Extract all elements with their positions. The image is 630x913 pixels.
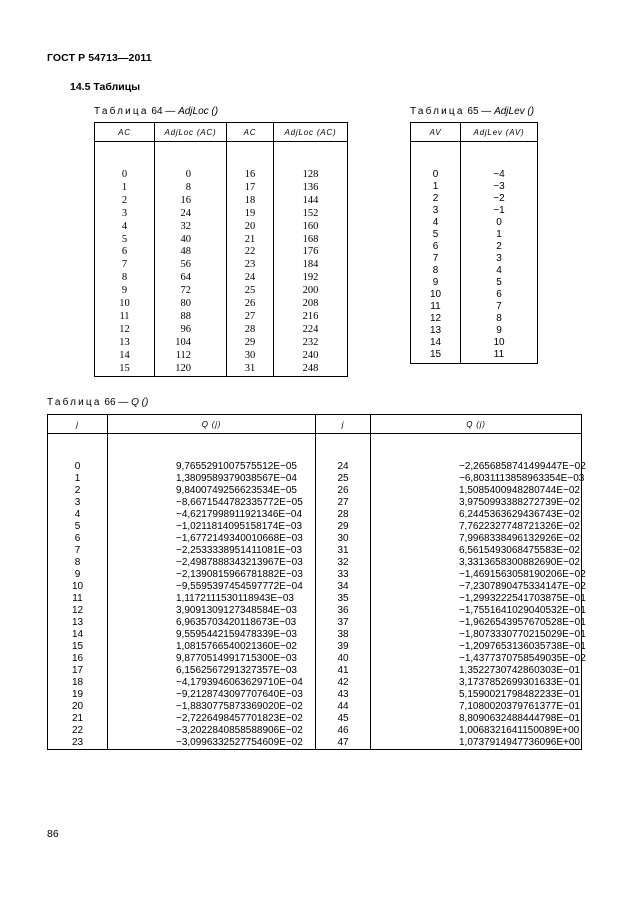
- table66-col-q: [108, 434, 316, 750]
- table66-col-j-2: [316, 434, 371, 750]
- table-cell: 9,7655291007575512E−05: [176, 461, 297, 472]
- table-cell: 26: [337, 485, 349, 496]
- table65-header-adjlev: AdjLev (AV): [461, 123, 538, 142]
- page-number: 86: [47, 828, 59, 840]
- table64-col-ac-2: [227, 142, 274, 377]
- table-cell: 36: [337, 605, 349, 616]
- table-cell: −4,1793946063629710E−04: [176, 677, 303, 688]
- table-cell: 10: [429, 289, 442, 300]
- table-cell: 3: [74, 497, 81, 508]
- table-cell: 24: [244, 272, 256, 284]
- table-cell: −9,2128743097707640E−03: [176, 689, 303, 700]
- table-cell: 4: [121, 220, 128, 232]
- table-cell: 37: [337, 617, 349, 628]
- table65-caption-word: Таблица: [410, 106, 465, 117]
- table-cell: 5: [432, 229, 439, 240]
- table-cell: 0: [185, 169, 191, 180]
- table64-header-adjloc-2: AdjLoc (AC): [274, 123, 348, 142]
- table64-header-ac-2: AC: [227, 123, 274, 142]
- table-cell: 6,5615493068475583E−02: [459, 545, 580, 556]
- table-cell: 15: [71, 641, 84, 652]
- table-cell: 160: [302, 220, 319, 232]
- table-cell: 1: [432, 181, 439, 192]
- table-cell: 7,7622327748721326E−02: [459, 521, 580, 532]
- table-cell: 6: [74, 533, 81, 544]
- table-cell: −2: [493, 193, 505, 204]
- table-cell: −2,2533338951411081E−03: [176, 545, 303, 556]
- table-cell: 35: [337, 593, 349, 604]
- table66-caption: [47, 397, 148, 408]
- table-cell: 3,1737852699301633E−01: [459, 677, 580, 688]
- table-cell: 128: [302, 169, 319, 180]
- table-cell: 47: [337, 737, 349, 748]
- table-cell: 1,5085400948280744E−02: [459, 485, 580, 496]
- table-cell: 22: [244, 246, 256, 258]
- table-cell: 48: [180, 246, 191, 258]
- table-cell: 13: [429, 325, 442, 336]
- table64-caption-word: Таблица: [94, 106, 149, 117]
- table66-col-j: [48, 434, 108, 750]
- table-cell: 248: [302, 362, 319, 374]
- table66-caption-word: Таблица: [47, 397, 102, 408]
- table-cell: 224: [302, 323, 319, 335]
- table65-col-av: [411, 142, 461, 364]
- table-cell: 1,3522730742860303E−01: [459, 665, 580, 676]
- table-cell: 240: [302, 349, 319, 361]
- table-cell: 39: [337, 641, 349, 652]
- table-cell: 5,1590021798482233E−01: [459, 689, 580, 700]
- table-cell: 3,9750993388272739E−02: [459, 497, 580, 508]
- table-cell: 4: [432, 217, 439, 228]
- table-cell: 9,8400749256623534E−05: [176, 485, 297, 496]
- table-cell: 6,9635703420118673E−03: [176, 617, 297, 628]
- table-cell: 31: [337, 545, 349, 556]
- table-cell: 27: [337, 497, 349, 508]
- table-cell: −2,4987888343213967E−03: [176, 557, 303, 568]
- table-cell: 88: [180, 310, 191, 322]
- table-cell: 22: [71, 725, 84, 736]
- table-cell: −4: [493, 169, 505, 180]
- table-cell: −3: [493, 181, 505, 192]
- table-cell: 8: [432, 265, 439, 276]
- table-cell: 152: [302, 207, 319, 219]
- table-cell: 6,1562567291327357E−03: [176, 665, 297, 676]
- table-cell: −1,9626543957670528E−01: [459, 617, 586, 628]
- table-cell: 6: [432, 241, 439, 252]
- table-cell: 3,3313658300882690E−02: [459, 557, 580, 568]
- table-cell: 15: [429, 349, 442, 360]
- table-cell: 112: [175, 349, 191, 361]
- table-cell: −9,5595397454597772E−04: [176, 581, 303, 592]
- table-cell: 41: [337, 665, 349, 676]
- table-cell: −1: [493, 205, 505, 216]
- table-cell: 2: [496, 241, 502, 252]
- table64-caption: [94, 106, 218, 117]
- table-cell: 120: [175, 362, 191, 374]
- table-cell: 20: [71, 701, 84, 712]
- table-cell: 1,0068321641150089E+00: [459, 725, 580, 736]
- table-cell: 8: [74, 557, 81, 568]
- table-cell: 29: [244, 336, 256, 348]
- table-cell: 13: [71, 617, 84, 628]
- table-cell: 64: [180, 272, 191, 284]
- table-cell: 9: [74, 569, 81, 580]
- table-cell: 9: [121, 285, 128, 297]
- table-cell: 1: [74, 473, 81, 484]
- table-cell: 14: [71, 629, 84, 640]
- table-cell: −1,4377370758549035E−02: [459, 653, 586, 664]
- table-cell: 33: [337, 569, 349, 580]
- table-cell: 24: [337, 461, 349, 472]
- table-cell: −1,2993222541703875E−01: [459, 593, 586, 604]
- table-cell: 18: [71, 677, 84, 688]
- table-cell: −8,6671544782335772E−05: [176, 497, 303, 508]
- table-cell: −1,6772149340010668E−03: [176, 533, 303, 544]
- table65: [410, 122, 538, 364]
- table-cell: −1,7551641029040532E−01: [459, 605, 586, 616]
- table-cell: 0: [74, 461, 81, 472]
- table-cell: 25: [244, 285, 256, 297]
- table-cell: 31: [244, 362, 256, 374]
- table-cell: −1,4691563058190206E−02: [459, 569, 586, 580]
- table-cell: 28: [337, 509, 349, 520]
- table-cell: 11: [119, 310, 130, 322]
- table-cell: 3: [121, 207, 128, 219]
- table-cell: 96: [180, 323, 191, 335]
- table-cell: 9: [496, 325, 502, 336]
- table-cell: 8: [496, 313, 502, 324]
- table65-caption: [410, 106, 534, 117]
- table-cell: 16: [180, 194, 191, 206]
- table-cell: −1,0211814095158174E−03: [176, 521, 303, 532]
- table65-caption-number: 65 —: [467, 106, 495, 117]
- table-cell: −4,6217998911921346E−04: [176, 509, 303, 520]
- table-cell: 2: [74, 485, 81, 496]
- table-cell: 32: [180, 220, 191, 232]
- table64-col-adjloc-2: [274, 142, 348, 377]
- table-cell: 27: [244, 310, 256, 322]
- table-cell: 216: [302, 310, 319, 322]
- table-cell: 4: [74, 509, 81, 520]
- table-cell: 0: [496, 217, 502, 228]
- table-cell: 192: [302, 272, 319, 284]
- table-cell: −3,2022840858588906E−02: [176, 725, 303, 736]
- table-cell: 1,0737914947736096E+00: [459, 737, 580, 748]
- table-cell: 11: [493, 349, 505, 360]
- table-cell: 7: [496, 301, 502, 312]
- table-cell: 9,8770514991715300E−03: [176, 653, 297, 664]
- table-cell: 7,9968338496132926E−02: [459, 533, 580, 544]
- table-cell: 232: [302, 336, 319, 348]
- table-cell: 7: [432, 253, 439, 264]
- table-cell: 18: [244, 194, 256, 206]
- table-cell: 42: [337, 677, 349, 688]
- table66-header-j: j: [48, 415, 108, 434]
- table-cell: 6: [496, 289, 502, 300]
- table-cell: 3,9091309127348584E−03: [176, 605, 297, 616]
- table-cell: 10: [71, 581, 84, 592]
- table-cell: 10: [493, 337, 505, 348]
- table-cell: −1,8073330770215029E−01: [459, 629, 586, 640]
- table-cell: 9: [432, 277, 439, 288]
- table-cell: −2,1390815966781882E−03: [176, 569, 303, 580]
- table-cell: 23: [71, 737, 84, 748]
- table64: [94, 122, 348, 377]
- table65-header-av: AV: [411, 123, 461, 142]
- table66-header-j-2: j: [316, 415, 371, 434]
- table-cell: 1,1172111530118943E−03: [176, 593, 294, 604]
- table-cell: 200: [302, 285, 319, 297]
- table-cell: −1,8830775873369020E−02: [176, 701, 303, 712]
- table-cell: 176: [302, 246, 319, 258]
- table-cell: 34: [337, 581, 349, 592]
- table-cell: 10: [119, 298, 130, 310]
- table-cell: 14: [119, 349, 130, 361]
- section-title: 14.5 Таблицы: [70, 81, 141, 93]
- table-cell: 7: [121, 259, 128, 271]
- table64-col-adjloc: [155, 142, 227, 377]
- table-cell: −7,2307890475334147E−02: [459, 581, 586, 592]
- table66-caption-number: 66 —: [104, 397, 132, 408]
- table-cell: 6: [121, 246, 128, 258]
- table-cell: 14: [429, 337, 442, 348]
- table-cell: 45: [337, 713, 349, 724]
- table-cell: 26: [244, 298, 256, 310]
- table-cell: −1,2097653136035738E−01: [459, 641, 586, 652]
- table-cell: 12: [429, 313, 442, 324]
- table-cell: 6,2445363629436743E−02: [459, 509, 580, 520]
- table-cell: 29: [337, 521, 349, 532]
- table-cell: 12: [71, 605, 84, 616]
- table-cell: 28: [244, 323, 256, 335]
- table-cell: 38: [337, 629, 349, 640]
- table66-caption-func: Q (): [131, 397, 149, 408]
- table-cell: −3,0996332527754609E−02: [176, 737, 303, 748]
- table-cell: 1,0815766540021360E−02: [176, 641, 297, 652]
- table-cell: 23: [244, 259, 256, 271]
- table-cell: 17: [244, 181, 256, 193]
- table65-caption-func: AdjLev (): [494, 106, 535, 117]
- table-cell: 144: [302, 194, 319, 206]
- table-cell: 46: [337, 725, 349, 736]
- table-cell: 24: [180, 207, 191, 219]
- table-cell: 40: [180, 233, 191, 245]
- table-cell: 168: [302, 233, 319, 245]
- table-cell: 20: [244, 220, 256, 232]
- table64-header-ac: AC: [95, 123, 155, 142]
- table-cell: 1: [496, 229, 502, 240]
- table-cell: 5: [121, 233, 128, 245]
- table-cell: 3: [432, 205, 439, 216]
- table-cell: 3: [496, 253, 502, 264]
- table-cell: 30: [337, 533, 349, 544]
- table-cell: 7,1080020379761377E−01: [459, 701, 580, 712]
- table-cell: 2: [432, 193, 439, 204]
- table-cell: −2,2656858741499447E−02: [459, 461, 586, 472]
- table-cell: 25: [337, 473, 349, 484]
- table64-caption-number: 64 —: [151, 106, 179, 117]
- table-cell: 1,3809589379038567E−04: [176, 473, 297, 484]
- table-cell: 44: [337, 701, 349, 712]
- table-cell: 0: [121, 169, 128, 180]
- table-cell: 43: [337, 689, 349, 700]
- table-cell: 11: [72, 593, 83, 604]
- table-cell: 15: [119, 362, 130, 374]
- table-cell: 12: [119, 323, 130, 335]
- table-cell: 8: [185, 181, 191, 193]
- table-cell: 9,5595442159478339E−03: [176, 629, 297, 640]
- table-cell: 7: [74, 545, 81, 556]
- table64-col-ac: [95, 142, 155, 377]
- table-cell: 5: [74, 521, 81, 532]
- table64-header-adjloc: AdjLoc (AC): [155, 123, 227, 142]
- table-cell: 2: [121, 194, 128, 206]
- table-cell: 16: [244, 169, 256, 180]
- table-cell: −6,8031113858963354E−03: [459, 473, 585, 484]
- table-cell: 4: [496, 265, 502, 276]
- table-cell: 21: [71, 713, 84, 724]
- table66-col-q-2: [371, 434, 586, 750]
- table-cell: 72: [180, 285, 191, 297]
- table-cell: 136: [302, 181, 319, 193]
- table-cell: 104: [175, 336, 191, 348]
- table-cell: 8: [121, 272, 128, 284]
- table-cell: 17: [71, 665, 84, 676]
- table-cell: 56: [180, 259, 191, 271]
- table66-header-q-2: Q (j): [371, 415, 582, 434]
- table64-caption-func: AdjLoc (): [178, 106, 219, 117]
- table-cell: 8,8090632488444798E−01: [459, 713, 580, 724]
- table-cell: 30: [244, 349, 256, 361]
- table-cell: 11: [430, 301, 441, 312]
- table-cell: 208: [302, 298, 319, 310]
- table-cell: 16: [71, 653, 84, 664]
- table-cell: 19: [244, 207, 256, 219]
- table65-col-adjlev: [461, 142, 538, 364]
- table66-header-q: Q (j): [108, 415, 316, 434]
- table-cell: 32: [337, 557, 349, 568]
- table-cell: 0: [432, 169, 439, 180]
- table-cell: 40: [337, 653, 349, 664]
- table-cell: 19: [71, 689, 84, 700]
- table-cell: 13: [119, 336, 130, 348]
- table66: [47, 414, 586, 750]
- table-cell: −2,7226498457701823E−02: [176, 713, 303, 724]
- table-cell: 80: [180, 298, 191, 310]
- table-cell: 5: [496, 277, 502, 288]
- table-cell: 21: [244, 233, 256, 245]
- table-cell: 184: [302, 259, 319, 271]
- table-cell: 1: [121, 181, 128, 193]
- document-header: ГОСТ Р 54713—2011: [47, 52, 152, 64]
